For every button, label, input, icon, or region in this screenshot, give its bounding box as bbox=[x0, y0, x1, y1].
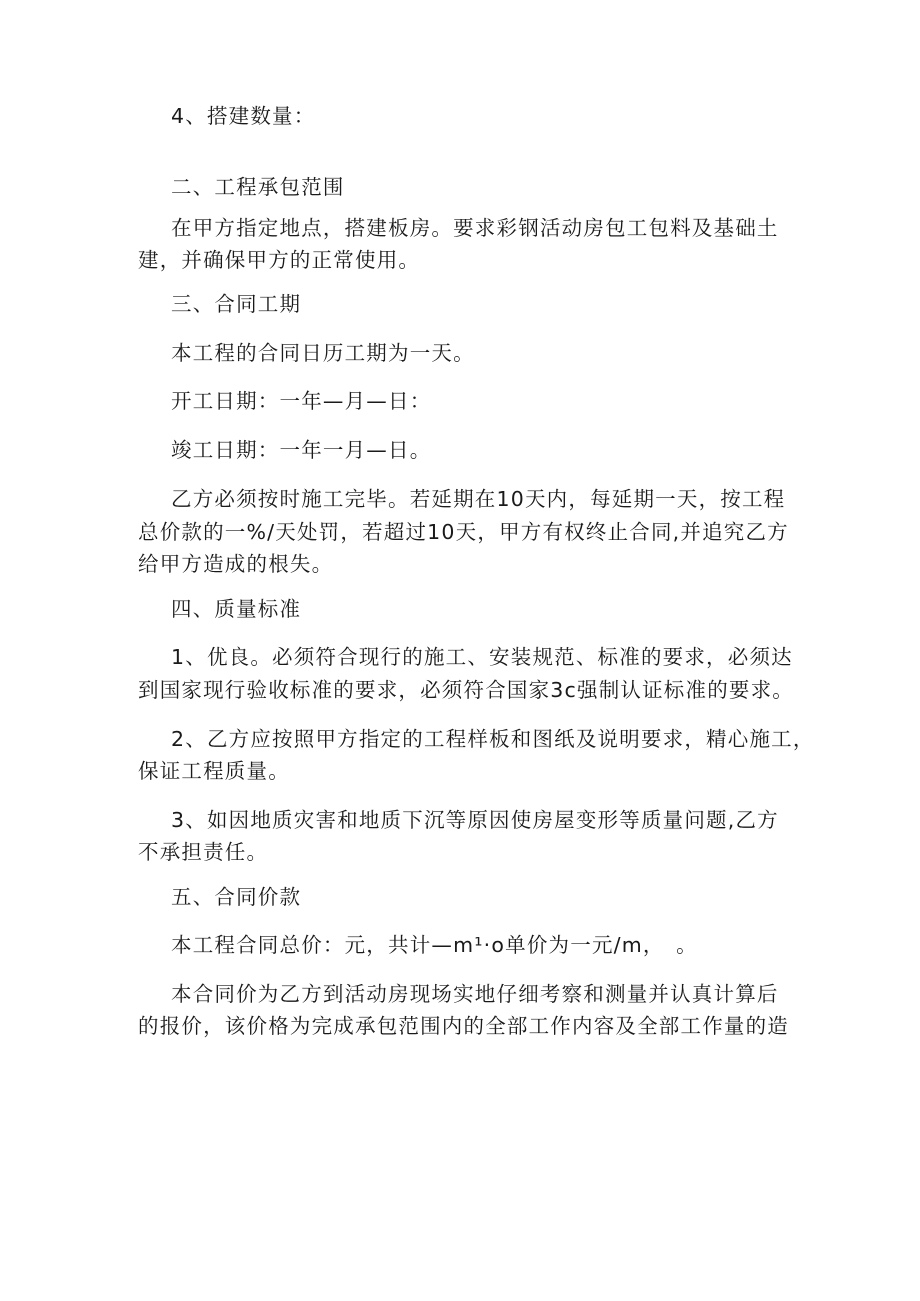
item-build-quantity: 4、搭建数量： bbox=[171, 104, 316, 128]
paragraph-total-price: 本工程合同总价：元，共计—m¹·o单价为一元/m， 。 bbox=[171, 933, 698, 957]
paragraph-quality-3-line-2: 不承担责任。 bbox=[138, 840, 269, 864]
paragraph-start-date: 开工日期：一年—月—日： bbox=[171, 389, 432, 413]
paragraph-period-days: 本工程的合同日历工期为一天。 bbox=[171, 341, 475, 365]
paragraph-quality-1-line-2: 到国家现行验收标准的要求，必须符合国家3c强制认证标准的要求。 bbox=[138, 678, 795, 702]
paragraph-quality-3-line-1: 3、如因地质灾害和地质下沉等原因使房屋变形等质量问题,乙方 bbox=[171, 808, 779, 832]
paragraph-quality-2-line-1: 2、乙方应按照甲方指定的工程样板和图纸及说明要求，精心施工， bbox=[171, 727, 815, 751]
paragraph-price-basis-line-1: 本合同价为乙方到活动房现场实地仔细考察和测量并认真计算后 bbox=[171, 982, 779, 1006]
paragraph-completion-date: 竣工日期：一年一月—日。 bbox=[171, 438, 432, 462]
paragraph-scope-line-2: 建，并确保甲方的正常使用。 bbox=[138, 248, 421, 272]
section-heading-scope: 二、工程承包范围 bbox=[171, 175, 345, 199]
section-heading-period: 三、合同工期 bbox=[171, 292, 302, 316]
section-heading-quality: 四、质量标准 bbox=[171, 597, 302, 621]
paragraph-quality-2-line-2: 保证工程质量。 bbox=[138, 759, 290, 783]
paragraph-scope-line-1: 在甲方指定地点，搭建板房。要求彩钢活动房包工包料及基础土 bbox=[171, 216, 779, 240]
paragraph-delay-line-1: 乙方必须按时施工完毕。若延期在10天内，每延期一天，按工程 bbox=[171, 487, 786, 511]
paragraph-price-basis-line-2: 的报价，该价格为完成承包范围内的全部工作内容及全部工作量的造 bbox=[138, 1014, 789, 1038]
section-heading-price: 五、合同价款 bbox=[171, 885, 302, 909]
paragraph-delay-line-3: 给甲方造成的根失。 bbox=[138, 552, 334, 576]
paragraph-quality-1-line-1: 1、优良。必须符合现行的施工、安装规范、标准的要求，必须达 bbox=[171, 645, 793, 669]
paragraph-delay-line-2: 总价款的一%/天处罚，若超过10天，甲方有权终止合同,并追究乙方 bbox=[138, 520, 789, 544]
